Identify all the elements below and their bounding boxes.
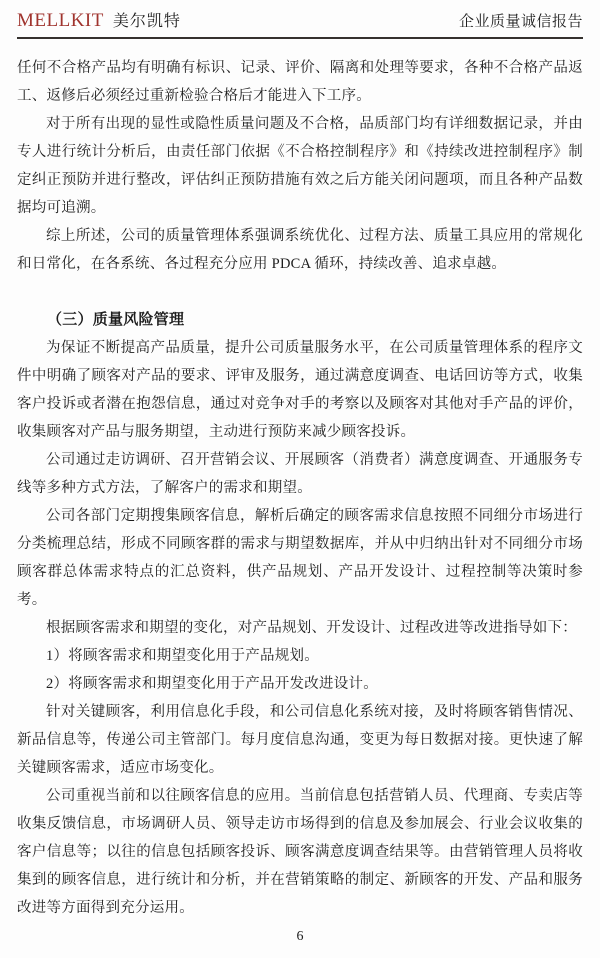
page-footer xyxy=(0,927,600,945)
section-heading: （三）质量风险管理 xyxy=(47,311,185,328)
brand xyxy=(17,8,181,32)
document-title: 企业质量诚信报告 xyxy=(458,14,583,30)
page-number: 6 xyxy=(296,929,304,944)
page-header xyxy=(17,8,583,39)
list-item: 1）将顾客需求和期望变化用于产品规划。 xyxy=(46,648,319,664)
paragraph: 公司各部门定期搜集顾客信息，解析后确定的顾客需求信息按照不同细分市场进行分类梳理总结，形成不同顾客群的需求与期望数据库，并从中归纳出针对不同细分市场顾客群总体需求特点的汇总资料，供产品规划、产品开发设计、过程控制等决策时参考。 xyxy=(17,508,583,608)
paragraph: 公司通过走访调研、召开营销会议、开展顾客（消费者）满意度调查、开通服务专线等多种方式方法，了解客户的需求和期望。 xyxy=(17,452,583,496)
paragraph: 根据顾客需求和期望的变化，对产品规划、开发设计、过程改进等改进指导如下： xyxy=(46,620,577,636)
list-item: 2）将顾客需求和期望变化用于产品开发改进设计。 xyxy=(46,676,378,692)
paragraph: 针对关键顾客，利用信息化手段，和公司信息化系统对接，及时将顾客销售情况、新品信息等，传递公司主管部门。每月度信息沟通，变更为每日数据对接。更快速了解关键顾客需求，适应市场变化。 xyxy=(17,704,583,776)
paragraph: 为保证不断提高产品质量，提升公司质量服务水平，在公司质量管理体系的程序文件中明确了顾客对产品的要求、评审及服务，通过满意度调查、电话回访等方式，收集客户投诉或者潜在抱怨信息，通过对竞争对手的考察以及顾客对其他对手产品的评价，收集顾客对产品与服务期望，主动进行预防来减少顾客投诉。 xyxy=(17,340,583,440)
brand-logo-text: MELLKIT xyxy=(17,10,104,31)
brand-name-zh: 美尔凯特 xyxy=(112,13,181,30)
document-body xyxy=(17,54,583,922)
paragraph: 综上所述，公司的质量管理体系强调系统优化、过程方法、质量工具应用的常规化和日常化，在各系统、各过程充分应用 PDCA 循环，持续改善、追求卓越。 xyxy=(17,228,583,272)
paragraph: 公司重视当前和以往顾客信息的应用。当前信息包括营销人员、代理商、专卖店等收集反馈信息，市场调研人员、领导走访市场得到的信息及参加展会、行业会议收集的客户信息等；以往的信息包括顾客投诉、顾客满意度调查结果等。由营销管理人员将收集到的顾客信息，进行统计和分析，并在营销策略的制定、新顾客的开发、产品和服务改进等方面得到充分运用。 xyxy=(17,788,583,916)
paragraph: 对于所有出现的显性或隐性质量问题及不合格，品质部门均有详细数据记录，并由专人进行统计分析后，由责任部门依据《不合格控制程序》和《持续改进控制程序》制定纠正预防并进行整改，评估纠正预防措施有效之后方能关闭问题项，而且各种产品数据均可追溯。 xyxy=(17,116,583,216)
paragraph-continuation: 任何不合格产品均有明确有标识、记录、评价、隔离和处理等要求，各种不合格产品返工、返修后必须经过重新检验合格后才能进入下工序。 xyxy=(17,60,583,104)
